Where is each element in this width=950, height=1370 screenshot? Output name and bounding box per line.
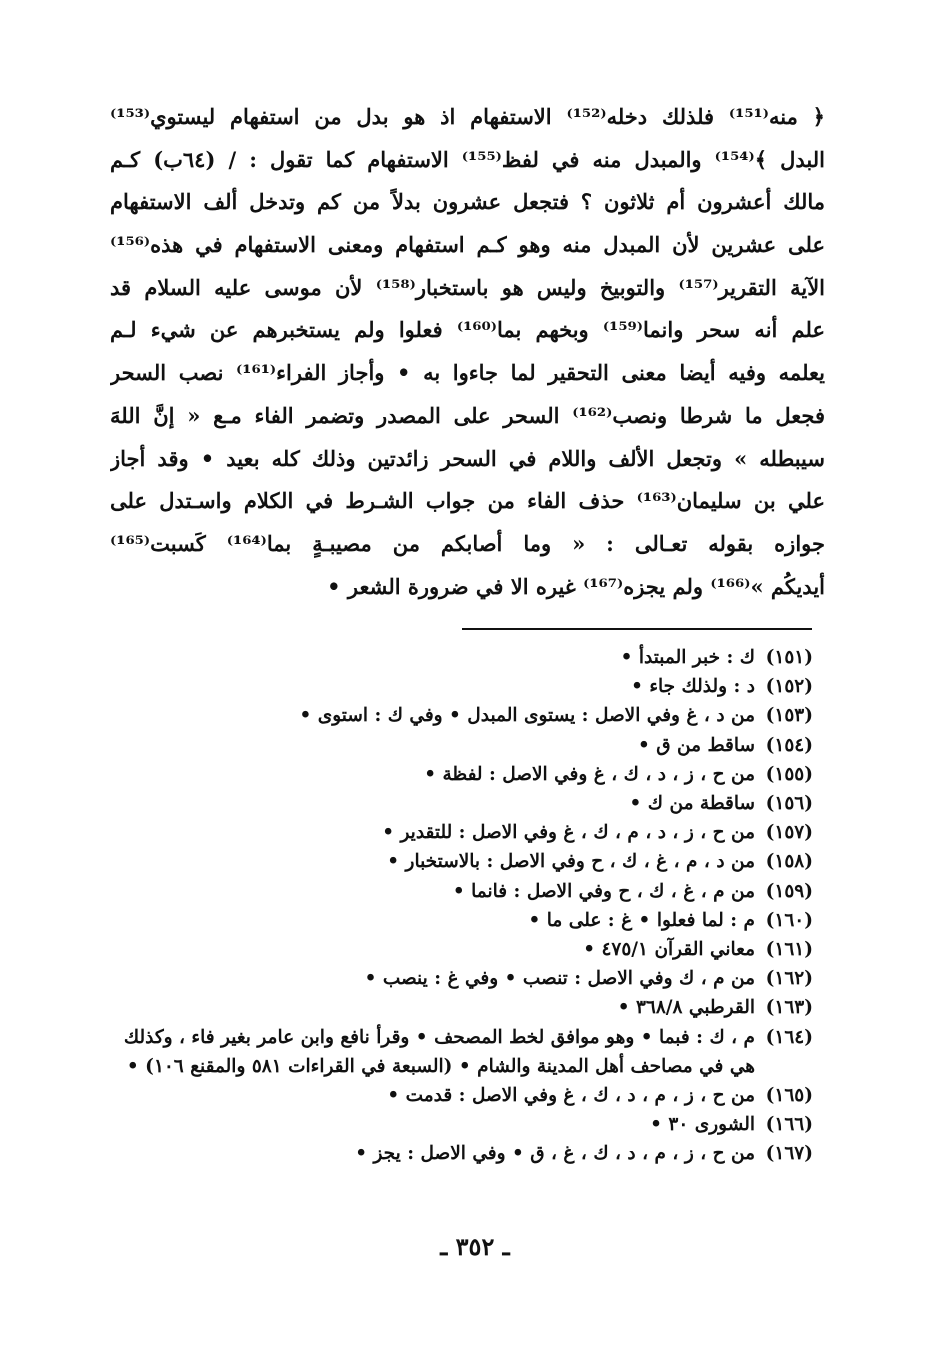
- footnote-text: من ح ، ز ، م ، د ، ك ، غ وفي الاصل : قدمت •: [387, 1085, 755, 1107]
- footnote-number: (١٦١): [765, 939, 813, 961]
- footnote-item: [110, 1023, 813, 1081]
- footnote-text: ك : خبر المبتدأ •: [620, 647, 755, 668]
- footnote-item: [110, 935, 813, 964]
- footnote-item: [110, 1081, 813, 1110]
- main-text-line: الآية التقرير⁽¹⁵⁷⁾ والتوبيخ وليس هو باستخبار⁽¹⁵⁸⁾ لأن موسى عليه السلام قد: [110, 274, 825, 300]
- footnote-text: ساقط من ق •: [637, 734, 755, 756]
- footnote-number: (١٥٥): [765, 763, 813, 785]
- footnote-text: من ح ، ز ، د ، ك ، غ وفي الاصل : لفظة •: [424, 763, 755, 785]
- footnote-separator: [462, 628, 812, 630]
- footnotes-list: [110, 643, 813, 1169]
- footnote-text: م : لما فعلوا • غ : على ما •: [528, 909, 755, 931]
- footnote-text: من ح ، ز ، م ، د ، ك ، غ ، ق • وفي الاصل : يجز •: [355, 1143, 755, 1165]
- main-text-line: جوازه بقوله تعـالى : « وما أصابكم من مصيبـةٍ بما⁽¹⁶⁴⁾ كَسبت⁽¹⁶⁵⁾: [110, 530, 825, 556]
- main-text-line: سيبطله » وتجعل الألف واللام في السحر زائدتين وذلك كله بعيد • وقد أجاز: [110, 445, 825, 471]
- footnote-item: [110, 643, 813, 672]
- footnote-text: من ح ، ز ، د ، م ، ك ، غ وفي الاصل : للتقدير •: [382, 822, 755, 844]
- footnote-item: [110, 906, 813, 935]
- footnote-number: (١٥٨): [765, 851, 813, 873]
- footnote-number: (١٦٦): [765, 1114, 813, 1136]
- main-text-line: فجعل ما شرطا ونصب⁽¹⁶²⁾ السحر على المصدر وتضمر الفاء مـع « إنَّ اللهَ: [110, 402, 825, 428]
- footnote-number: (١٥٤): [765, 734, 813, 756]
- footnote-text: معاني القرآن ٤٧٥/١ •: [583, 939, 755, 961]
- footnote-number: (١٦٢): [765, 968, 813, 990]
- footnote-number: (١٥١): [765, 647, 813, 668]
- main-text-body: [110, 96, 825, 608]
- footnote-text: القرطبي ٣٦٨/٨ •: [617, 997, 755, 1019]
- footnote-text: الشورى ٣٠ •: [650, 1114, 755, 1136]
- footnote-text: م ، ك : فبما • وهو موافق لخط المصحف • وقرأ نافع وابن عامر بغير فاء ، وكذلك هي في مصاحف أهل المدينة والشام • (السبعة في القراءات ٥٨١ والمقنع ١٠٦) •: [123, 1026, 755, 1077]
- footnote-text: من م ، غ ، ك ، ح وفي الاصل : فانما •: [452, 880, 755, 902]
- main-text-line: البدل ﴾⁽¹⁵⁴⁾ والمبدل منه في لفظ⁽¹⁵⁵⁾ الاستفهام كما تقول : / (٦٤ب) كـم: [110, 146, 825, 172]
- footnote-item: [110, 1139, 813, 1168]
- footnote-item: [110, 701, 813, 730]
- footnote-text: من د ، م ، غ ، ك ، ح وفي الاصل : بالاستخبار •: [387, 851, 755, 873]
- footnote-item: [110, 877, 813, 906]
- footnote-item: [110, 847, 813, 876]
- main-text-line: ﴿ منه⁽¹⁵¹⁾ فلذلك دخله⁽¹⁵²⁾ الاستفهام اذ هو بدل من استفهام ليستوي⁽¹⁵³⁾: [110, 104, 825, 129]
- footnote-text: د : ولذلك جاء •: [631, 676, 755, 698]
- footnote-text: ساقطة من ك •: [629, 793, 755, 815]
- main-text-line: علم أنه سحر وانما⁽¹⁵⁹⁾ وبخهم بما⁽¹⁶⁰⁾ فعلوا ولم يستخبرهم عن شيء لـم: [110, 317, 825, 343]
- footnote-text: من م ، ك وفي الاصل : تنصب • وفي غ : ينصب •: [364, 968, 755, 990]
- footnote-number: (١٥٢): [765, 676, 813, 698]
- footnote-item: [110, 1110, 813, 1139]
- footnote-number: (١٥٩): [765, 880, 813, 902]
- footnote-text: من د ، غ وفي الاصل : يستوى المبدل • وفي ك : استوى •: [299, 705, 755, 727]
- main-text-line: أيديكُم »⁽¹⁶⁶⁾ ولم يجزه⁽¹⁶⁷⁾ غيره الا في ضرورة الشعر •: [327, 573, 825, 599]
- footnote-item: [110, 731, 813, 760]
- footnote-number: (١٦٣): [765, 997, 813, 1019]
- page-number: ـ ٣٥٢ ـ: [440, 1232, 510, 1261]
- footnote-number: (١٦٠): [765, 909, 813, 931]
- footnote-item: [110, 760, 813, 789]
- footnote-number: (١٦٧): [765, 1143, 813, 1165]
- footnote-number: (١٦٥): [765, 1085, 813, 1107]
- main-text-line: يعلمه وفيه أيضا معنى التحقير لما جاءوا به • وأجاز الفراء⁽¹⁶¹⁾ نصب السحر: [110, 360, 825, 386]
- footnote-number: (١٥٧): [765, 822, 813, 844]
- footnote-number: (١٥٦): [765, 793, 813, 815]
- footnote-item: [110, 789, 813, 818]
- main-text-line: على عشرين لأن المبدل منه وهو كـم استفهام ومعنى الاستفهام في هذه⁽¹⁵⁶⁾: [110, 232, 825, 258]
- footnote-item: [110, 818, 813, 847]
- footnote-number: (١٥٣): [765, 705, 813, 727]
- footnote-item: [110, 672, 813, 701]
- footnote-number: (١٦٤): [765, 1026, 813, 1048]
- footnote-item: [110, 964, 813, 993]
- main-text-line: علي بن سليمان⁽¹⁶³⁾ حذف الفاء من جواب الشـرط في الكلام واسـتدل على: [110, 488, 825, 514]
- footnote-item: [110, 993, 813, 1022]
- main-text-line: مالك أعشرون أم ثلاثون ؟ فتجعل عشرون بدلاً من كم وتدخل ألف الاستفهام: [110, 189, 825, 215]
